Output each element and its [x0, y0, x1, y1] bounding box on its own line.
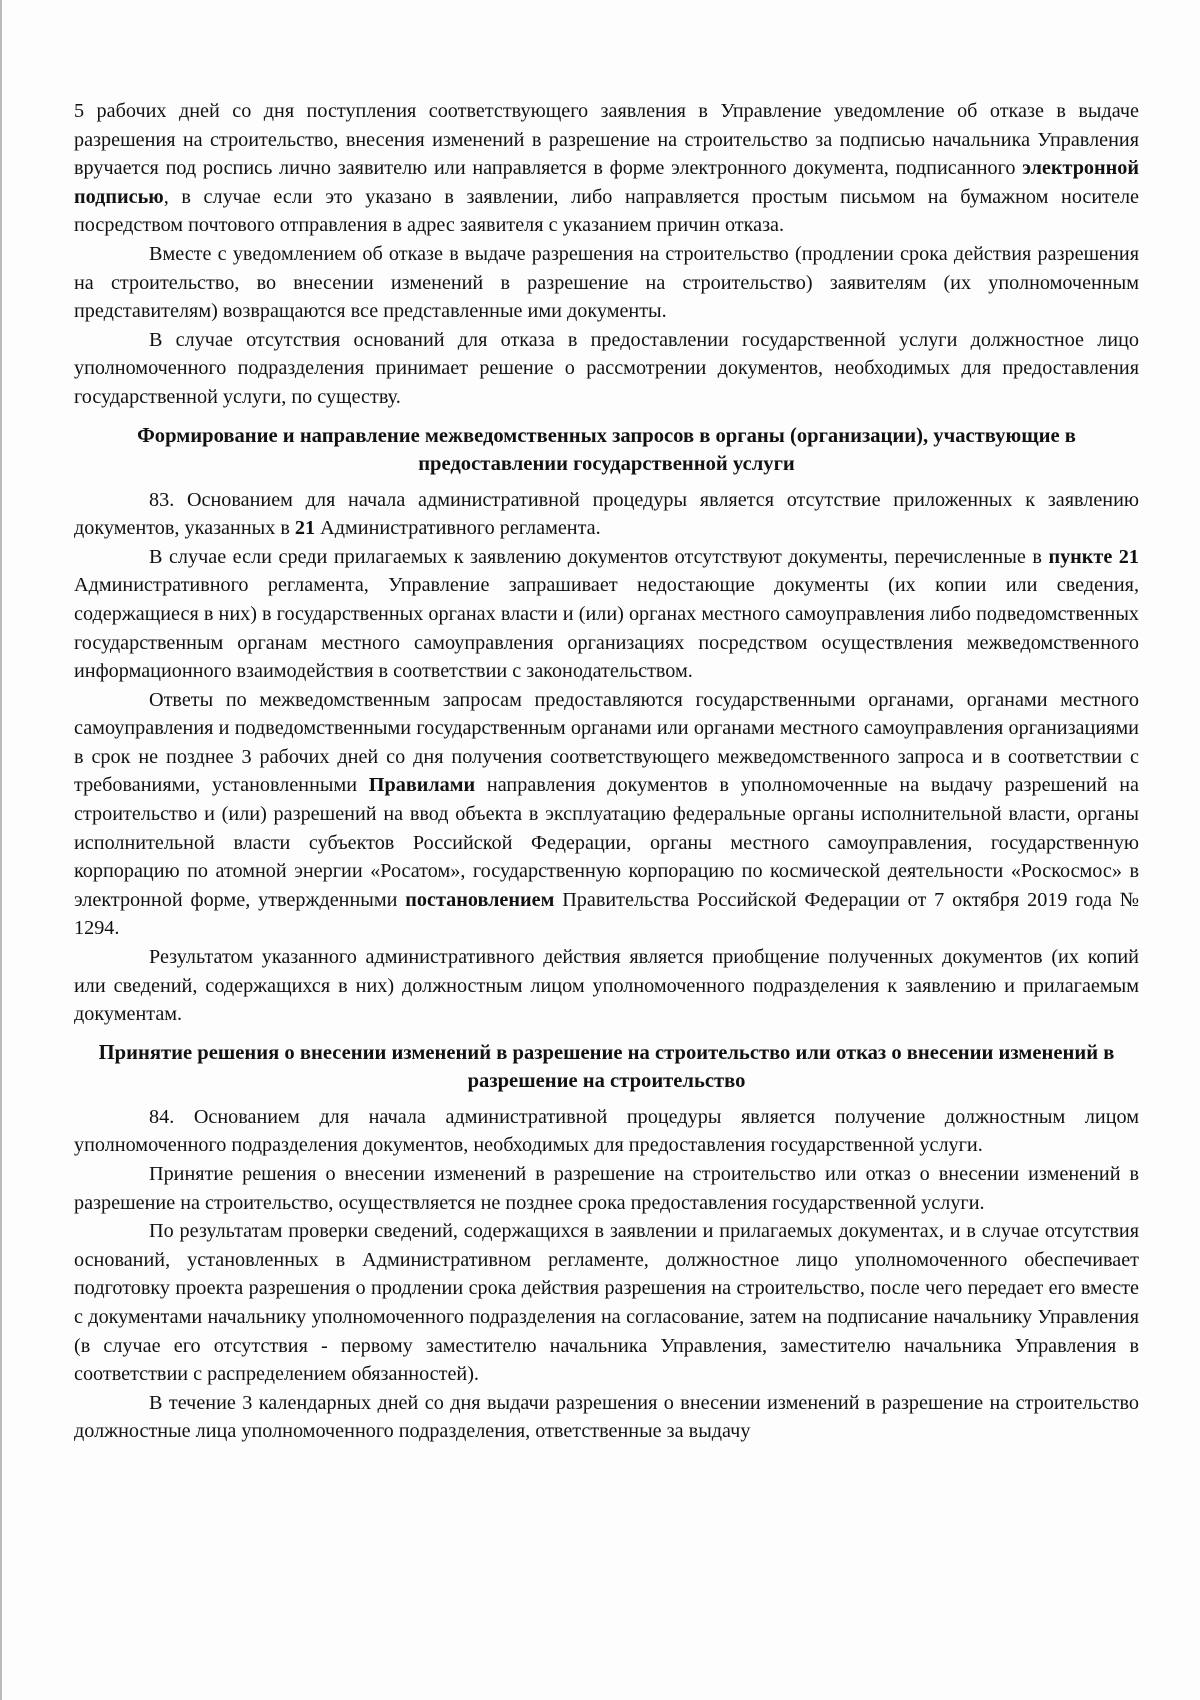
- text-run: Принятие решения о внесении изменений в разрешение на строительство или отказ о внесении изменений в разрешение на строительство, осуществляется не позднее срока предоставления государственной услуги.: [74, 1163, 1139, 1214]
- text-run: Результатом указанного административного действия является приобщение полученных документов (их копий или сведений, содержащихся в них) должностным лицом уполномоченного подразделения к заявлению и прилагаемым документам.: [74, 946, 1139, 1026]
- body-paragraph: [74, 686, 1139, 943]
- text-run: В случае если среди прилагаемых к заявлению документов отсутствуют документы, перечисленные в: [149, 545, 1049, 568]
- text-run: Правительства Российской Федерации от 7 октября 2019 года № 1294.: [74, 888, 1139, 940]
- section-heading: [74, 1039, 1139, 1095]
- text-run: 84. Основанием для начала административной процедуры является получение должностным лицом уполномоченного подразделения документов, необходимых для предоставления государственной услуги.: [74, 1105, 1139, 1157]
- bold-text: электронной подписью: [74, 157, 1139, 208]
- body-paragraph: [74, 943, 1139, 1029]
- text-run: , в случае если это указано в заявлении, либо направляется простым письмом на бумажном носителе посредством почтового отправления в адрес заявителя с указанием причин отказа.: [74, 185, 1139, 237]
- document-body: [74, 97, 1139, 1446]
- body-paragraph: [74, 1217, 1139, 1389]
- text-run: Ответы по межведомственным запросам предоставляются государственными органами, органами местного самоуправления и подведомственными государственным органами или органами местного самоуправления организациями в срок не позднее 3 рабочих дней со дня получения соответствующего межведомственного запроса и в соответствии с требованиями, установленными: [74, 688, 1139, 797]
- bold-text: 21: [294, 517, 316, 540]
- text-run: 83. Основанием для начала административной процедуры является отсутствие приложенных к заявлению документов, указанных в: [74, 488, 1139, 540]
- text-run: направления документов в уполномоченные на выдачу разрешений на строительство и (или) разрешений на ввод объекта в эксплуатацию федеральные органы исполнительной власти, органы исполнительной власти субъектов Российской Федерации, органы местного самоуправления, государственную корпорацию по атомной энергии «Росатом», государственную корпорацию по космической деятельности «Роскосмос» в электронной форме, утвержденными: [74, 774, 1139, 911]
- text-run: Административного регламента.: [315, 517, 601, 540]
- body-paragraph: [74, 1160, 1139, 1217]
- text-run: Формирование и направление межведомственных запросов в органы (организации), участвующие в предоставлении государственной услуги: [137, 424, 1076, 475]
- text-run: Принятие решения о внесении изменений в разрешение на строительство или отказ о внесении изменений в разрешение на строительство: [98, 1041, 1115, 1092]
- body-paragraph: [74, 240, 1139, 326]
- section-heading: [74, 422, 1139, 478]
- body-paragraph: [74, 543, 1139, 686]
- text-run: В случае отсутствия оснований для отказа в предоставлении государственной услуги должностное лицо уполномоченного подразделения принимает решение о рассмотрении документов, необходимых для предоставления государственной услуги, по существу.: [74, 328, 1139, 408]
- body-paragraph: [74, 97, 1139, 240]
- bold-text: постановлением: [405, 888, 555, 911]
- body-paragraph: [74, 1103, 1139, 1160]
- text-run: Вместе с уведомлением об отказе в выдаче разрешения на строительство (продлении срока действия разрешения на строительство, во внесении изменений в разрешение на строительство) заявителям (их уполномоченным представителям) возвращаются все представленные ими документы.: [74, 242, 1139, 323]
- bold-text: пункте 21: [1048, 545, 1139, 568]
- text-run: Административного регламента, Управление запрашивает недостающие документы (их копии или сведения, содержащиеся в них) в государственных органах власти и (или) органах местного самоуправления либо подведомственных государственным органам местного самоуправления организациях посредством осуществления межведомственного информационного взаимодействия в соответствии с законодательством.: [74, 574, 1139, 683]
- text-run: По результатам проверки сведений, содержащихся в заявлении и прилагаемых документах, и в случае отсутствия оснований, установленных в Административном регламенте, должностное лицо уполномоченного обеспечивает подготовку проекта разрешения о продлении срока действия разрешения на строительство, после чего передает его вместе с документами начальнику уполномоченного подразделения на согласование, затем на подписание начальнику Управления (в случае его отсутствия - первому заместителю начальника Управления, заместителю начальника Управления в соответствии с распределением обязанностей).: [74, 1220, 1139, 1386]
- body-paragraph: [74, 486, 1139, 543]
- bold-text: Правилами: [368, 774, 476, 797]
- body-paragraph: [74, 326, 1139, 412]
- body-paragraph: [74, 1389, 1139, 1446]
- text-run: 5 рабочих дней со дня поступления соответствующего заявления в Управление уведомление об отказе в выдаче разрешения на строительство, внесения изменений в разрешение на строительство за подписью начальника Управления вручается под роспись лично заявителю или направляется в форме электронного документа, подписанного: [74, 100, 1139, 180]
- text-run: В течение 3 календарных дней со дня выдачи разрешения о внесении изменений в разрешение на строительство должностные лица уполномоченного подразделения, ответственные за выдачу: [74, 1391, 1139, 1443]
